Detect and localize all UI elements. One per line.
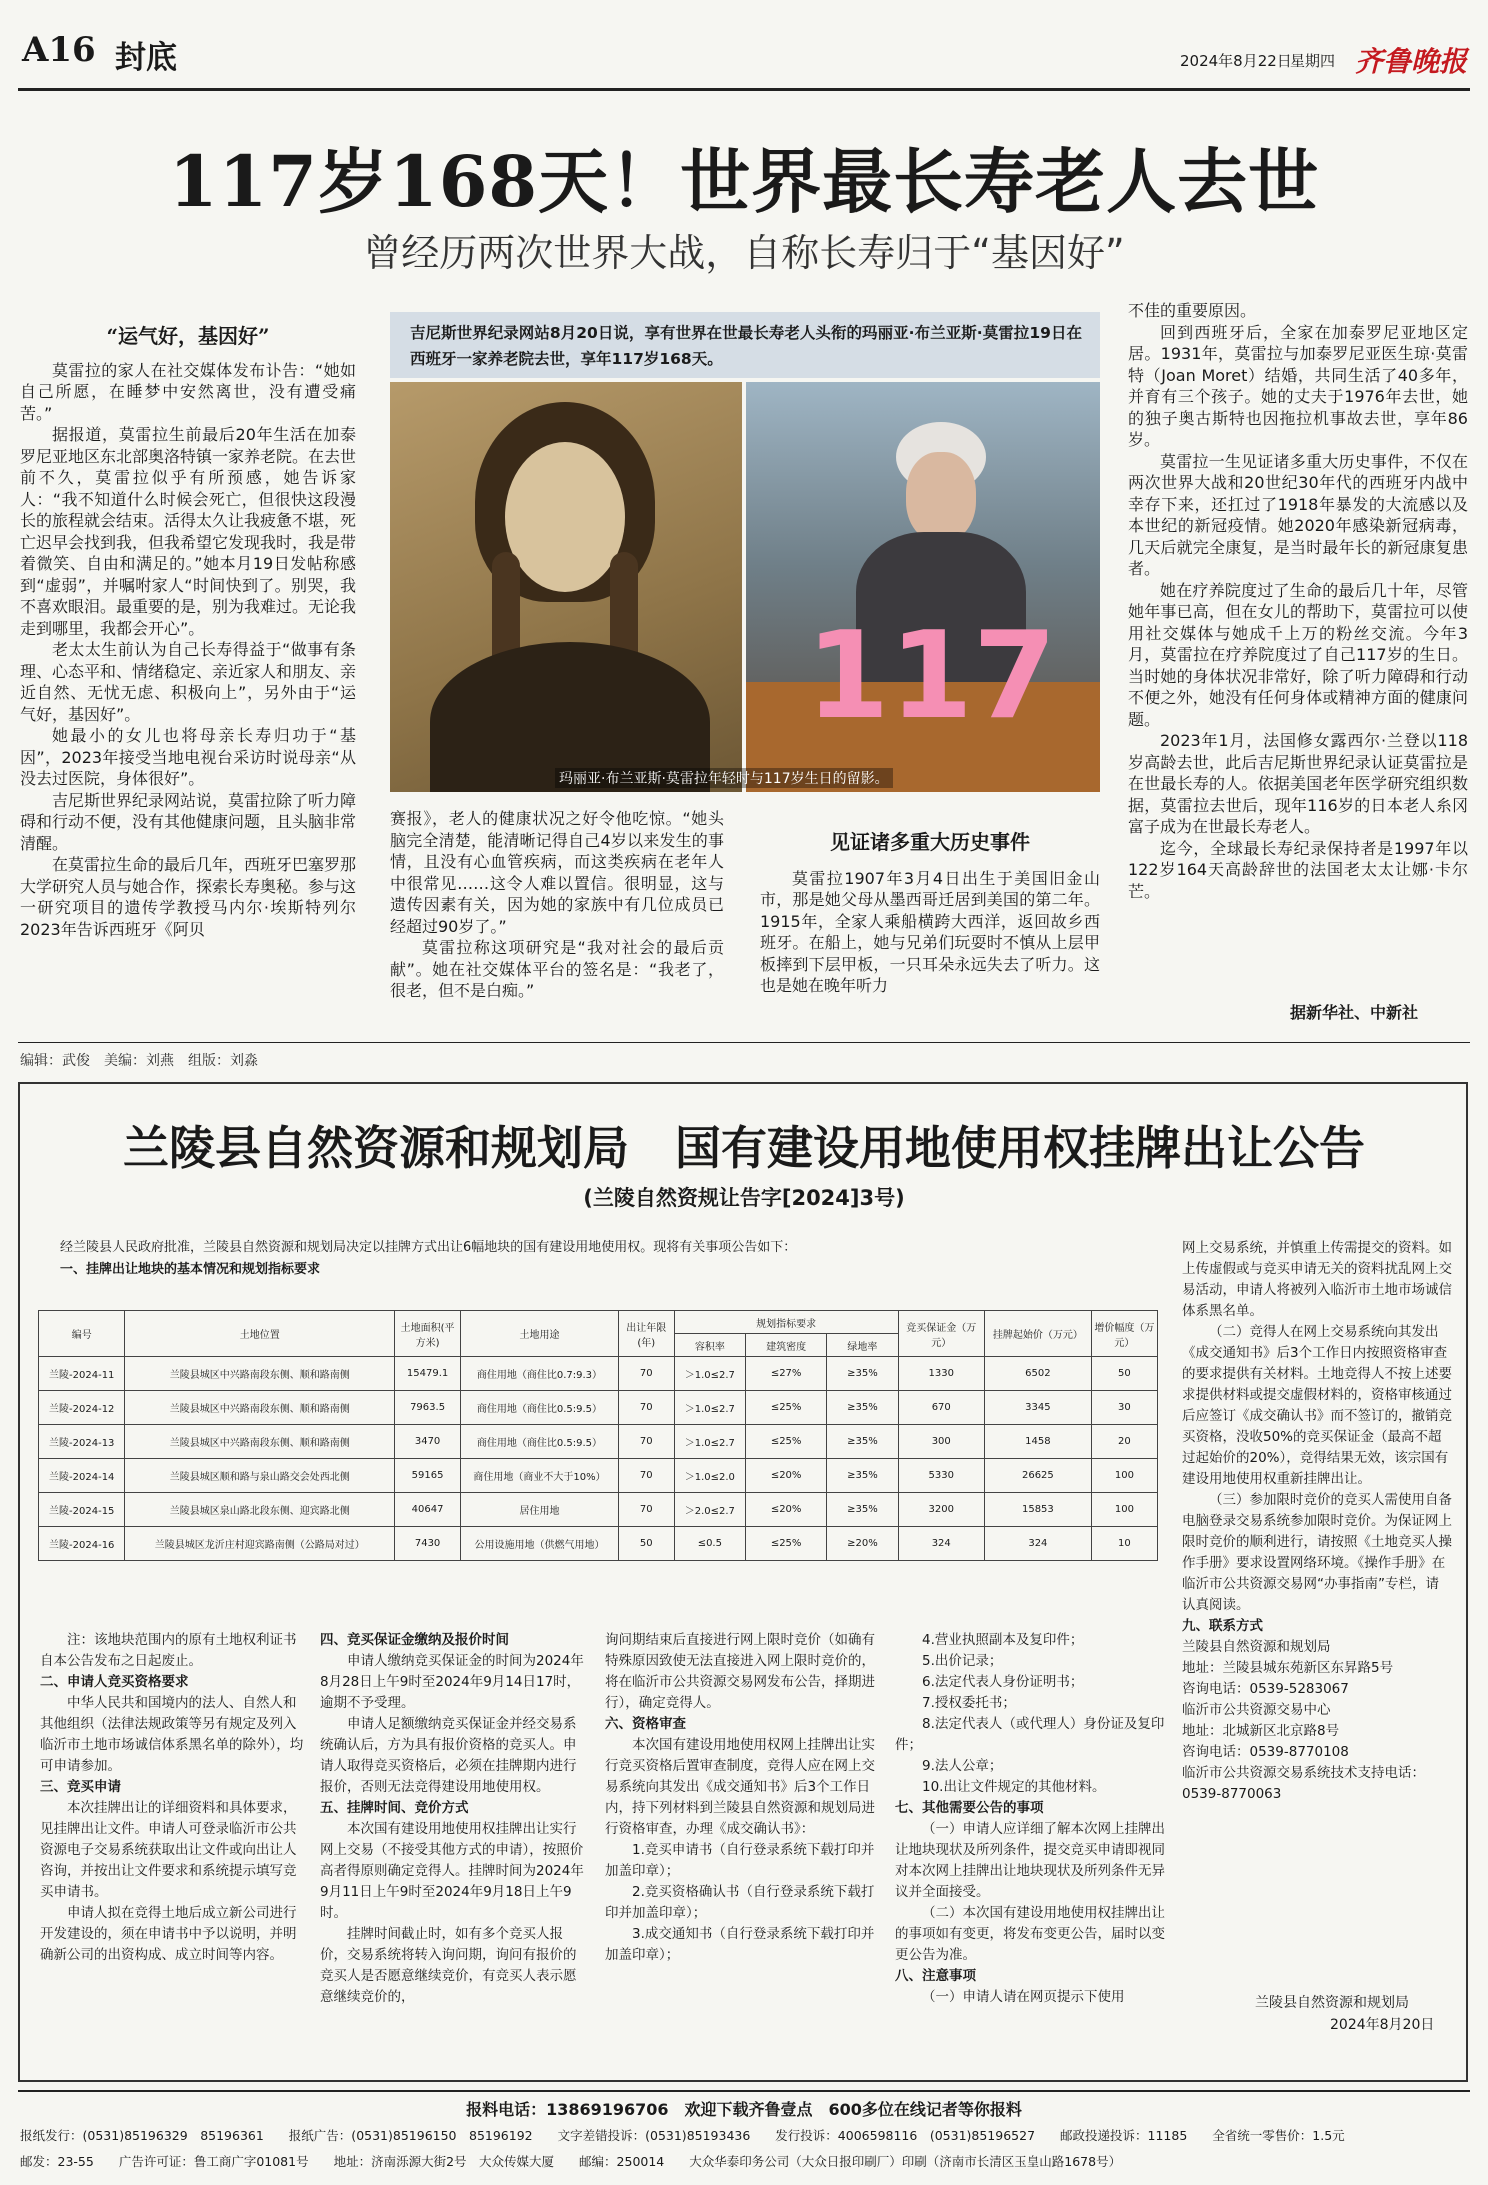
table-header: 土地位置 <box>125 1311 395 1357</box>
elder-face <box>906 452 976 542</box>
table-subheader: 建筑密度 <box>745 1334 826 1357</box>
notice-paragraph: （三）参加限时竞价的竞买人需使用自备电脑登录交易系统参加限时竞价。为保证网上限时竞价的顺利进行，请按照《土地竞买人操作手册》要求设置网络环境。《操作手册》在临沂市公共资源交易网“办事指南”专栏，请认真阅读。 <box>1182 1492 1452 1613</box>
notice-paragraph: 本次挂牌出让的详细资料和具体要求，见挂牌出让文件。申请人可登录临沂市公共资源电子交易系统获取出让文件或向出让人咨询，并按出让文件要求和系统提示填写竞买申请书。 <box>40 1800 297 1900</box>
notice-paragraph: （一）申请人应详细了解本次网上挂牌出让地块现状及所列条件，提交竞买申请即视同对本次网上挂牌出让地块现状及所列条件无异议并全面接受。 <box>895 1821 1165 1900</box>
table-cell: 兰陵-2024-12 <box>39 1391 125 1425</box>
table-cell: 40647 <box>395 1493 461 1527</box>
table-cell: ≥35% <box>827 1357 898 1391</box>
notice-contact: 临沂市公共资源交易系统技术支持电话：0539-8770063 <box>1182 1765 1425 1802</box>
table-cell: 1330 <box>898 1357 984 1391</box>
headline: 117岁168天！世界最长寿老人去世 <box>168 140 1320 223</box>
notice-col-2 <box>320 1630 585 2008</box>
notice-paragraph: 4.营业执照副本及复印件； <box>922 1632 1084 1648</box>
notice-paragraph: 申请人拟在竞得土地后成立新公司进行开发建设的，须在申请书中予以说明，并明确新公司的出资构成、成立时间等内容。 <box>40 1905 297 1963</box>
table-header: 土地面积(平方米) <box>395 1311 461 1357</box>
table-cell: 兰陵-2024-14 <box>39 1459 125 1493</box>
notice-title: 兰陵县自然资源和规划局 国有建设用地使用权挂牌出让公告 <box>123 1121 1365 1175</box>
notice-number: (兰陵自然资规让告字[2024]3号) <box>583 1186 905 1210</box>
article-source: 据新华社、中新社 <box>1290 1003 1419 1022</box>
photo-caption: 玛丽亚·布兰亚斯·莫雷拉年轻时与117岁生日的留影。 <box>555 768 893 788</box>
table-cell: 10 <box>1091 1527 1157 1561</box>
notice-heading: 五、挂牌时间、竞价方式 <box>320 1800 469 1816</box>
table-cell: 居住用地 <box>461 1493 619 1527</box>
table-cell: 100 <box>1091 1493 1157 1527</box>
notice-subheading: 一、挂牌出让地块的基本情况和规划指标要求 <box>60 1262 321 1277</box>
notice-paragraph: 10.出让文件规定的其他材料。 <box>922 1779 1106 1795</box>
notice-col-5 <box>1182 1238 1452 1805</box>
table-header: 出让年限(年) <box>618 1311 674 1357</box>
table-cell: 兰陵-2024-13 <box>39 1425 125 1459</box>
notice-heading: 四、竞买保证金缴纳及报价时间 <box>320 1632 509 1648</box>
table-cell: 70 <box>618 1425 674 1459</box>
table-subheader: 容积率 <box>674 1334 745 1357</box>
header-rule <box>18 88 1470 91</box>
table-cell: ≤0.5 <box>674 1527 745 1561</box>
notice-paragraph: 询问期结束后直接进行网上限时竞价（如确有特殊原因致使无法直接进入网上限时竞价的，将在临沂市公共资源交易网发布公告，择期进行），确定竞得人。 <box>605 1632 875 1711</box>
table-cell: 324 <box>984 1527 1091 1561</box>
notice-heading: 六、资格审查 <box>605 1716 686 1732</box>
table-cell: 商住用地（商住比0.5:9.5） <box>461 1425 619 1459</box>
table-cell: 7430 <box>395 1527 461 1561</box>
table-cell: 6502 <box>984 1357 1091 1391</box>
table-subheader: 绿地率 <box>827 1334 898 1357</box>
table-cell: ＞1.0≤2.0 <box>674 1459 745 1493</box>
table-cell: ≤25% <box>745 1425 826 1459</box>
notice-paragraph: （二）本次国有建设用地使用权挂牌出让的事项如有变更，将发布变更公告，届时以变更公告为准。 <box>895 1905 1165 1963</box>
paragraph: 不佳的重要原因。 <box>1128 301 1257 320</box>
notice-heading: 七、其他需要公告的事项 <box>895 1800 1044 1816</box>
notice-paragraph: 7.授权委托书； <box>922 1695 1016 1711</box>
paragraph: 莫雷拉一生见证诸多重大历史事件，不仅在两次世界大战和20世纪30年代的西班牙内战中幸存下来，还扛过了1918年暴发的大流感以及本世纪的新冠疫情。她2020年感染新冠病毒，几天后就完全康复，是当时最年长的新冠康复患者。 <box>1128 451 1468 578</box>
footer-line-1: 报纸发行：(0531)85196329 85196361 报纸广告：(0531)85196150 85196192 文字差错投诉：(0531)85193436 发行投诉：4006598116 (0531)85196527 邮政投递投诉：11185 全省统一零售价：1.5元 <box>20 2128 1345 2143</box>
notice-paragraph: 中华人民共和国境内的法人、自然人和其他组织（法律法规政策等另有规定及列入临沂市土地市场诚信体系黑名单的除外），均可申请参加。 <box>40 1695 304 1774</box>
article-rule <box>18 1042 1470 1043</box>
notice-paragraph: （二）竞得人在网上交易系统向其发出《成交通知书》后3个工作日内按照资格审查的要求提供有关材料。土地竞得人不按上述要求提供材料或提交虚假材料的，资格审核通过后应签订《成交确认书》而不签订的，撤销竞买资格，没收50%的竞买保证金（最高不超过起始价的20%），竞得结果无效，该宗国有建设用地使用权重新挂牌出让。 <box>1182 1324 1452 1487</box>
notice-col-3 <box>605 1630 875 1966</box>
table-cell: 兰陵县城区中兴路南段东侧、顺和路南侧 <box>125 1357 395 1391</box>
paragraph: 莫雷拉1907年3月4日出生于美国旧金山市，那是她父母从墨西哥迁居到美国的第二年。1915年，全家人乘船横跨大西洋，返回故乡西班牙。在船上，她与兄弟们玩耍时不慎从上层甲板摔到下层甲板，一只耳朵永远失去了听力。这也是她在晚年听力 <box>760 868 1100 995</box>
table-cell: 26625 <box>984 1459 1091 1493</box>
table-cell: 670 <box>898 1391 984 1425</box>
table-cell: ＞1.0≤2.7 <box>674 1357 745 1391</box>
land-table <box>38 1310 1158 1561</box>
notice-paragraph: 挂牌时间截止时，如有多个竞买人报价，交易系统将转入询问期，询问有报价的竞买人是否愿意继续竞价，有竞买人表示愿意继续竞价的， <box>320 1926 577 2005</box>
section-name: 封底 <box>115 40 177 76</box>
table-cell: 商住用地（商业不大于10%） <box>461 1459 619 1493</box>
table-cell: ≥20% <box>827 1527 898 1561</box>
portrait-face <box>505 442 625 592</box>
page-number: A16 <box>22 30 96 70</box>
notice-paragraph: 申请人缴纳竞买保证金的时间为2024年8月28日上午9时至2024年9月14日17时，逾期不予受理。 <box>320 1653 584 1711</box>
birthday-photo <box>746 382 1100 792</box>
notice-contact: 地址：兰陵县城东苑新区东昇路5号 <box>1182 1660 1394 1676</box>
table-cell: 公用设施用地（供燃气用地） <box>461 1527 619 1561</box>
section-heading: “运气好，基因好” <box>106 324 270 348</box>
table-header: 编号 <box>39 1311 125 1357</box>
notice-paragraph: 本次国有建设用地使用权网上挂牌出让实行竞买资格后置审查制度，竞得人应在网上交易系统向其发出《成交通知书》后3个工作日内，持下列材料到兰陵县自然资源和规划局进行资格审查，办理《成交确认书》： <box>605 1737 875 1837</box>
notice-paragraph: 5.出价记录； <box>922 1653 1003 1669</box>
issue-date: 2024年8月22日 <box>1180 52 1292 70</box>
footer-rule <box>18 2090 1470 2092</box>
table-cell: 商住用地（商住比0.7:9.3） <box>461 1357 619 1391</box>
table-cell: 3470 <box>395 1425 461 1459</box>
footer-banner: 报料电话：13869196706 欢迎下载齐鲁壹点 600多位在线记者等你报料 <box>466 2100 1022 2119</box>
table-cell: ＞1.0≤2.7 <box>674 1425 745 1459</box>
table-cell: 20 <box>1091 1425 1157 1459</box>
footer-line-2: 邮发：23-55 广告许可证：鲁工商广字01081号 地址：济南泺源大街2号 大众传媒大厦 邮编：250014 大众华泰印务公司（大众日报印刷厂）印刷（济南市长清区玉皇山路1678号） <box>20 2154 1122 2169</box>
table-cell: 7963.5 <box>395 1391 461 1425</box>
section-heading: 见证诸多重大历史事件 <box>830 830 1030 854</box>
notice-contact: 地址：北城新区北京路8号 <box>1182 1723 1340 1739</box>
table-cell: 兰陵县城区中兴路南段东侧、顺和路南侧 <box>125 1425 395 1459</box>
table-cell: ≥35% <box>827 1493 898 1527</box>
paragraph: 莫雷拉的家人在社交媒体发布讣告：“她如自己所愿，在睡梦中安然离世，没有遭受痛苦。” <box>20 360 356 423</box>
notice-paragraph: （一）申请人请在网页提示下使用 <box>922 1989 1125 2005</box>
notice-paragraph: 3.成交通知书（自行登录系统下载打印并加盖印章）； <box>605 1926 875 1963</box>
table-row <box>39 1459 1158 1493</box>
notice-intro: 经兰陵县人民政府批准，兰陵县自然资源和规划局决定以挂牌方式出让6幅地块的国有建设用地使用权。现将有关事项公告如下： <box>60 1240 797 1255</box>
article-col-4 <box>1128 300 1468 902</box>
notice-paragraph: 2.竞买资格确认书（自行登录系统下载打印并加盖印章）； <box>605 1884 875 1921</box>
notice-paragraph: 注：该地块范围内的原有土地权利证书自本公告发布之日起废止。 <box>40 1632 297 1669</box>
paragraph: 赛报》，老人的健康状况之好令他吃惊。“她头脑完全清楚，能清晰记得自己4岁以来发生的事情，且没有心血管疾病，而这类疾病在老年人中很常见……这令人难以置信。很明显，这与遗传因素有关，因为她的家族中有几位成员已经超过90岁了。” <box>390 809 724 936</box>
young-portrait-photo <box>390 382 742 792</box>
table-cell: 100 <box>1091 1459 1157 1493</box>
notice-col-4 <box>895 1630 1165 2008</box>
table-cell: 70 <box>618 1493 674 1527</box>
table-cell: ≥35% <box>827 1425 898 1459</box>
table-row <box>39 1527 1158 1561</box>
notice-heading: 二、申请人竞买资格要求 <box>40 1674 189 1690</box>
paragraph: 回到西班牙后，全家在加泰罗尼亚地区定居。1931年，莫雷拉与加泰罗尼亚医生琼·莫雷特（Joan Moret）结婚，共同生活了40多年，并育有三个孩子。她的丈夫于1976年去世，她的独子奥古斯特也因拖拉机事故去世，享年86岁。 <box>1128 322 1468 449</box>
notice-contact: 咨询电话：0539-5283067 <box>1182 1681 1349 1697</box>
table-cell: ≤27% <box>745 1357 826 1391</box>
table-cell: ≤25% <box>745 1391 826 1425</box>
article-col-2 <box>390 808 724 1002</box>
table-header: 增价幅度（万元） <box>1091 1311 1157 1357</box>
table-cell: 兰陵-2024-15 <box>39 1493 125 1527</box>
table-cell: 50 <box>1091 1357 1157 1391</box>
paragraph: 吉尼斯世界纪录网站说，莫雷拉除了听力障碍和行动不便，没有其他健康问题，且头脑非常清醒。 <box>20 790 357 853</box>
table-cell: 商住用地（商住比0.5:9.5） <box>461 1391 619 1425</box>
article-col-1 <box>20 322 356 940</box>
table-cell: 兰陵县城区顺和路与泉山路交会处西北侧 <box>125 1459 395 1493</box>
table-cell: 兰陵县城区龙沂庄村迎宾路南侧（公路局对过） <box>125 1527 395 1561</box>
table-cell: 兰陵-2024-11 <box>39 1357 125 1391</box>
table-row <box>39 1493 1158 1527</box>
notice-paragraph: 网上交易系统，并慎重上传需提交的资料。如上传虚假或与竞买申请无关的资料扰乱网上交易活动，申请人将被列入临沂市土地市场诚信体系黑名单。 <box>1182 1240 1452 1319</box>
paragraph: 迄今，全球最长寿纪录保持者是1997年以122岁164天高龄辞世的法国老太太让娜·卡尔芒。 <box>1128 838 1468 901</box>
table-header: 土地用途 <box>461 1311 619 1357</box>
table-cell: 30 <box>1091 1391 1157 1425</box>
table-cell: 3345 <box>984 1391 1091 1425</box>
table-cell: 5330 <box>898 1459 984 1493</box>
table-cell: 50 <box>618 1527 674 1561</box>
table-header: 竞买保证金（万元） <box>898 1311 984 1357</box>
notice-contact: 临沂市公共资源交易中心 <box>1182 1702 1331 1718</box>
paragraph: 据报道，莫雷拉生前最后20年生活在加泰罗尼亚地区东北部奥洛特镇一家养老院。在去世前不久，莫雷拉似乎有所预感，她告诉家人：“我不知道什么时候会死亡，但很快这段漫长的旅程就会结束。活得太久让我疲惫不堪，死亡迟早会找到我，但我希望它发现我时，我是带着微笑、自由和满足的。”她本月19日发帖称感到“虚弱”，并嘱咐家人“时间快到了。别哭，我不喜欢眼泪。最重要的是，别为我难过。无论我走到哪里，我都会开心”。 <box>20 425 357 638</box>
paragraph: 她在疗养院度过了生命的最后几十年，尽管她年事已高，但在女儿的帮助下，莫雷拉可以使用社交媒体与她成千上万的粉丝交流。今年3月，莫雷拉在疗养院度过了自己117岁的生日。当时她的身体状况非常好，除了听力障碍和行动不便之外，她没有任何身体或精神方面的健康问题。 <box>1128 580 1468 729</box>
table-header: 挂牌起始价（万元） <box>984 1311 1091 1357</box>
table-cell: ＞1.0≤2.7 <box>674 1391 745 1425</box>
article-col-3 <box>760 828 1100 997</box>
table-cell: 兰陵县城区泉山路北段东侧、迎宾路北侧 <box>125 1493 395 1527</box>
notice-signature-date: 2024年8月20日 <box>1330 2017 1435 2033</box>
notice-paragraph: 9.法人公章； <box>922 1758 1003 1774</box>
notice-paragraph: 1.竞买申请书（自行登录系统下载打印并加盖印章）； <box>605 1842 875 1879</box>
notice-paragraph: 本次国有建设用地使用权挂牌出让实行网上交易（不接受其他方式的申请），按照价高者得原则确定竞得人。挂牌时间为2024年9月11日上午9时至2024年9月18日上午9时。 <box>320 1821 584 1921</box>
issue-weekday: 星期四 <box>1290 52 1336 70</box>
notice-contact: 兰陵县自然资源和规划局 <box>1182 1639 1331 1655</box>
notice-signature-org: 兰陵县自然资源和规划局 <box>1255 1995 1409 2011</box>
paragraph: 2023年1月，法国修女露西尔·兰登以118岁高龄去世，此后吉尼斯世界纪录认证莫雷拉是在世最长寿的人。依据美国老年医学研究组织数据，莫雷拉去世后，现年116岁的日本老人糸冈富子成为在世最长寿老人。 <box>1128 731 1468 836</box>
notice-heading: 三、竞买申请 <box>40 1779 121 1795</box>
paragraph: 莫雷拉称这项研究是“我对社会的最后贡献”。她在社交媒体平台的签名是：“我老了，很老，但不是白痴。” <box>390 938 724 1000</box>
table-header: 规划指标要求 <box>674 1311 898 1334</box>
notice-contact: 咨询电话：0539-8770108 <box>1182 1744 1349 1760</box>
table-cell: 300 <box>898 1425 984 1459</box>
notice-heading: 九、联系方式 <box>1182 1618 1263 1634</box>
table-cell: ≥35% <box>827 1459 898 1493</box>
table-row <box>39 1425 1158 1459</box>
editors-line: 编辑：武俊 美编：刘燕 组版：刘淼 <box>20 1053 258 1069</box>
paragraph: 老太太生前认为自己长寿得益于“做事有条理、心态平和、情绪稳定、亲近家人和朋友、亲近自然、无忧无虑、积极向上”，另外由于“运气好，基因好”。 <box>20 640 357 724</box>
paragraph: 她最小的女儿也将母亲长寿归功于“基因”，2023年接受当地电视台采访时说母亲“从没去过医院，身体很好”。 <box>20 726 356 788</box>
table-cell: ＞2.0≤2.7 <box>674 1493 745 1527</box>
notice-paragraph: 8.法定代表人（或代理人）身份证及复印件； <box>895 1716 1165 1753</box>
photo-intro: 吉尼斯世界纪录网站8月20日说，享有世界在世最长寿老人头衔的玛丽亚·布兰亚斯·莫雷拉19日在西班牙一家养老院去世，享年117岁168天。 <box>410 324 1082 368</box>
subheadline: 曾经历两次世界大战，自称长寿归于“基因好” <box>363 231 1125 275</box>
table-cell: 兰陵-2024-16 <box>39 1527 125 1561</box>
table-cell: ≤20% <box>745 1493 826 1527</box>
table-cell: 324 <box>898 1527 984 1561</box>
notice-paragraph: 申请人足额缴纳竞买保证金并经交易系统确认后，方为具有报价资格的竞买人。申请人取得竞买资格后，必须在挂牌期内进行报价，否则无法竞得建设用地使用权。 <box>320 1716 577 1795</box>
table-cell: 15479.1 <box>395 1357 461 1391</box>
table-cell: 70 <box>618 1357 674 1391</box>
table-cell: ≥35% <box>827 1391 898 1425</box>
table-cell: 59165 <box>395 1459 461 1493</box>
table-cell: 兰陵县城区中兴路南段东侧、顺和路南侧 <box>125 1391 395 1425</box>
paragraph: 在莫雷拉生命的最后几年，西班牙巴塞罗那大学研究人员与她合作，探索长寿奥秘。参与这一研究项目的遗传学教授马内尔·埃斯特列尔2023年告诉西班牙《阿贝 <box>20 855 357 939</box>
table-cell: 1458 <box>984 1425 1091 1459</box>
table-row <box>39 1357 1158 1391</box>
notice-heading: 八、注意事项 <box>895 1968 976 1984</box>
table-cell: 3200 <box>898 1493 984 1527</box>
masthead-logo: 齐鲁晚报 <box>1355 45 1468 78</box>
table-cell: 70 <box>618 1391 674 1425</box>
notice-col-1 <box>40 1630 305 1966</box>
table-cell: ≤25% <box>745 1527 826 1561</box>
notice-paragraph: 6.法定代表人身份证明书； <box>922 1674 1084 1690</box>
table-cell: 15853 <box>984 1493 1091 1527</box>
table-header-row <box>39 1311 1158 1334</box>
table-row <box>39 1391 1158 1425</box>
table-cell: 70 <box>618 1459 674 1493</box>
table-cell: ≤20% <box>745 1459 826 1493</box>
cake-candles: 117 <box>806 607 1057 746</box>
